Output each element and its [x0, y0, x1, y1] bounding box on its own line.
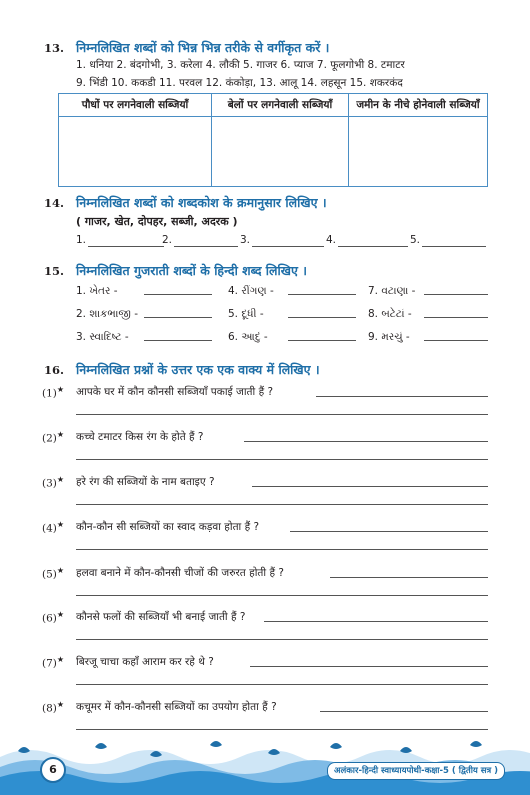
question-number: (1)	[42, 387, 57, 400]
answer-line[interactable]	[76, 595, 488, 596]
answer-line[interactable]	[250, 666, 488, 667]
answer-line[interactable]	[76, 504, 488, 505]
question-label	[42, 655, 64, 670]
question-text: हरे रंग की सब्जियों के नाम बताइए ?	[76, 476, 215, 488]
gujarati-word: 5. દૂધી -	[228, 308, 264, 320]
q14-title: निम्नलिखित शब्दों को शब्दकोश के क्रमानुसार लिखिए ।	[76, 195, 327, 210]
gujarati-word: 6. આદું -	[228, 331, 268, 343]
answer-line[interactable]	[290, 531, 488, 532]
q14-slot-label: 5.	[410, 234, 421, 246]
q14-number: 14.	[44, 196, 65, 210]
star-icon: ★	[56, 430, 65, 439]
hindi-answer-blank[interactable]	[144, 294, 212, 295]
question-text: आपके घर में कौन कौनसी सब्जियाँ पकाई जाती हैं ?	[76, 386, 274, 398]
gujarati-word: 9. મરચું -	[368, 331, 410, 343]
question-number: (3)	[42, 477, 57, 490]
footer-book-title: अलंकार-हिन्दी स्वाध्यायपोथी-कक्षा-5 ( द्वितीय सत्र )	[327, 762, 505, 780]
star-icon: ★	[56, 610, 65, 619]
table-header: पौधों पर लगनेवाली सब्जियाँ	[59, 94, 212, 117]
answer-cell[interactable]	[212, 117, 349, 187]
question-label	[42, 700, 64, 715]
q13-word-list-line2: 9. भिंडी 10. ककडी 11. परवल 12. कंकोड़ा, 13. आलू 14. लहसून 15. शकरकंद	[76, 77, 403, 89]
gujarati-word: 4. રીંગણ -	[228, 285, 274, 297]
page-number: 6	[40, 757, 66, 783]
answer-cell[interactable]	[349, 117, 488, 187]
q14-slot-label: 4.	[326, 234, 337, 246]
q14-slot-label: 1.	[76, 234, 87, 246]
answer-line[interactable]	[244, 441, 488, 442]
question-text: कचूमर में कौन-कौनसी सब्जियों का उपयोग होता हैं ?	[76, 701, 277, 713]
answer-line[interactable]	[316, 396, 488, 397]
question-number: (4)	[42, 522, 57, 535]
q16-number: 16.	[44, 363, 65, 377]
hindi-answer-blank[interactable]	[144, 340, 212, 341]
answer-line[interactable]	[76, 549, 488, 550]
hindi-answer-blank[interactable]	[424, 317, 488, 318]
question-label	[42, 385, 64, 400]
q13-word-list-line1: 1. धनिया 2. बंदगोभी, 3. करेला 4. लौकी 5. गाजर 6. प्याज 7. फूलगोभी 8. टमाटर	[76, 59, 405, 71]
q14-answer-blank[interactable]	[252, 246, 324, 247]
table-header: जमीन के नीचे होनेवाली सब्जियाँ	[349, 94, 488, 117]
star-icon: ★	[56, 385, 65, 394]
q14-answer-blank[interactable]	[174, 246, 238, 247]
hindi-answer-blank[interactable]	[288, 317, 356, 318]
q14-answer-blank[interactable]	[88, 246, 164, 247]
answer-line[interactable]	[76, 414, 488, 415]
classification-table	[58, 93, 488, 187]
question-text: कच्चे टमाटर किस रंग के होते हैं ?	[76, 431, 204, 443]
gujarati-word: 3. સ્વાદિષ્ટ -	[76, 331, 129, 343]
hindi-answer-blank[interactable]	[288, 340, 356, 341]
question-text: बिरजू चाचा कहाँ आराम कर रहे थे ?	[76, 656, 214, 668]
q14-answer-blank[interactable]	[422, 246, 486, 247]
question-number: (2)	[42, 432, 57, 445]
q14-word-set: ( गाजर, खेत, दोपहर, सब्जी, अदरक )	[76, 215, 238, 228]
answer-line[interactable]	[320, 711, 488, 712]
star-icon: ★	[56, 700, 65, 709]
question-number: (7)	[42, 657, 57, 670]
question-number: (8)	[42, 702, 57, 715]
answer-line[interactable]	[330, 577, 488, 578]
q16-title: निम्नलिखित प्रश्नों के उत्तर एक एक वाक्य में लिखिए ।	[76, 362, 320, 377]
q13-number: 13.	[44, 41, 65, 55]
question-label	[42, 430, 64, 445]
star-icon: ★	[56, 520, 65, 529]
question-label	[42, 610, 64, 625]
star-icon: ★	[56, 475, 65, 484]
question-text: कौन-कौन सी सब्जियों का स्वाद कड़वा होता हैं ?	[76, 521, 260, 533]
q14-slot-label: 3.	[240, 234, 251, 246]
q14-answer-blank[interactable]	[338, 246, 408, 247]
q15-number: 15.	[44, 264, 65, 278]
q13-title: निम्नलिखित शब्दों को भिन्न भिन्न तरीके से वर्गीकृत करें ।	[76, 40, 330, 55]
star-icon: ★	[56, 566, 65, 575]
hindi-answer-blank[interactable]	[424, 340, 488, 341]
gujarati-word: 2. શાકભાજી -	[76, 308, 138, 320]
q15-title: निम्नलिखित गुजराती शब्दों के हिन्दी शब्द लिखिए ।	[76, 263, 307, 278]
question-label	[42, 475, 64, 490]
gujarati-word: 8. બટેટાં -	[368, 308, 412, 320]
question-number: (5)	[42, 568, 57, 581]
gujarati-word: 1. ખેતર -	[76, 285, 118, 297]
q14-slot-label: 2.	[162, 234, 173, 246]
question-label	[42, 520, 64, 535]
hindi-answer-blank[interactable]	[144, 317, 212, 318]
hindi-answer-blank[interactable]	[424, 294, 488, 295]
question-number: (6)	[42, 612, 57, 625]
answer-line[interactable]	[76, 729, 488, 730]
question-text: हलवा बनाने में कौन-कौनसी चीजों की जरुरत होती हैं ?	[76, 567, 284, 579]
gujarati-word: 7. વટાણા -	[368, 285, 416, 297]
star-icon: ★	[56, 655, 65, 664]
answer-line[interactable]	[264, 621, 488, 622]
answer-line[interactable]	[76, 459, 488, 460]
question-label	[42, 566, 64, 581]
answer-line[interactable]	[252, 486, 488, 487]
table-header: बेलों पर लगनेवाली सब्जियाँ	[212, 94, 349, 117]
question-text: कौनसे फलों की सब्जियाँ भी बनाई जाती हैं ?	[76, 611, 246, 623]
answer-cell[interactable]	[59, 117, 212, 187]
answer-line[interactable]	[76, 639, 488, 640]
answer-line[interactable]	[76, 684, 488, 685]
hindi-answer-blank[interactable]	[288, 294, 356, 295]
